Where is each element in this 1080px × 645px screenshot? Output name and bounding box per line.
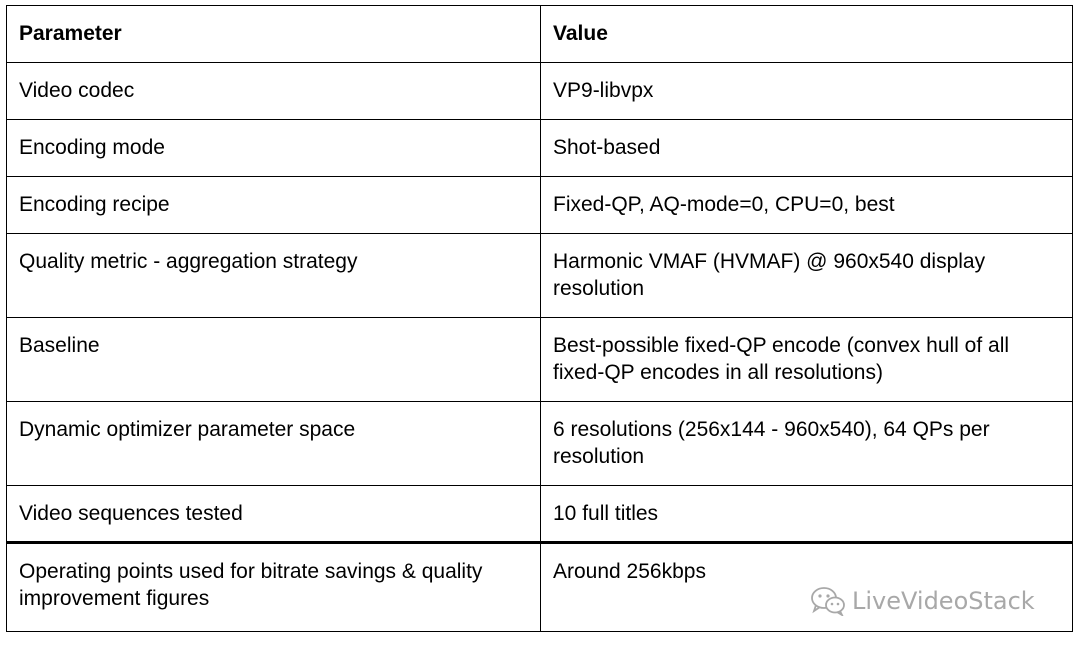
watermark bbox=[810, 586, 1035, 616]
value-cell: Fixed-QP, AQ-mode=0, CPU=0, best bbox=[541, 177, 1073, 234]
value-cell: Shot-based bbox=[541, 120, 1073, 177]
watermark-text: LiveVideoStack bbox=[852, 587, 1035, 615]
parameter-cell: Baseline bbox=[7, 318, 541, 402]
table-row bbox=[7, 486, 1073, 543]
parameter-cell: Video sequences tested bbox=[7, 486, 541, 543]
wechat-icon bbox=[810, 586, 846, 616]
value-cell: Harmonic VMAF (HVMAF) @ 960x540 display resolution bbox=[541, 234, 1073, 318]
table-header-row bbox=[7, 6, 1073, 63]
value-cell: Best-possible fixed-QP encode (convex hull of all fixed-QP encodes in all resolutions) bbox=[541, 318, 1073, 402]
table-row bbox=[7, 63, 1073, 120]
table-row bbox=[7, 120, 1073, 177]
value-cell: Around 256kbps bbox=[541, 543, 1073, 632]
parameters-table bbox=[6, 5, 1073, 632]
table-row bbox=[7, 234, 1073, 318]
value-cell: VP9-libvpx bbox=[541, 63, 1073, 120]
header-parameter: Parameter bbox=[7, 6, 541, 63]
parameter-cell: Dynamic optimizer parameter space bbox=[7, 402, 541, 486]
parameter-cell: Encoding recipe bbox=[7, 177, 541, 234]
value-cell: 10 full titles bbox=[541, 486, 1073, 543]
header-value: Value bbox=[541, 6, 1073, 63]
table-row bbox=[7, 318, 1073, 402]
parameter-cell: Operating points used for bitrate savings & quality improvement figures bbox=[7, 543, 541, 632]
parameter-cell: Video codec bbox=[7, 63, 541, 120]
table-row bbox=[7, 177, 1073, 234]
parameter-cell: Encoding mode bbox=[7, 120, 541, 177]
table-row bbox=[7, 402, 1073, 486]
value-cell: 6 resolutions (256x144 - 960x540), 64 QPs per resolution bbox=[541, 402, 1073, 486]
parameter-cell: Quality metric - aggregation strategy bbox=[7, 234, 541, 318]
